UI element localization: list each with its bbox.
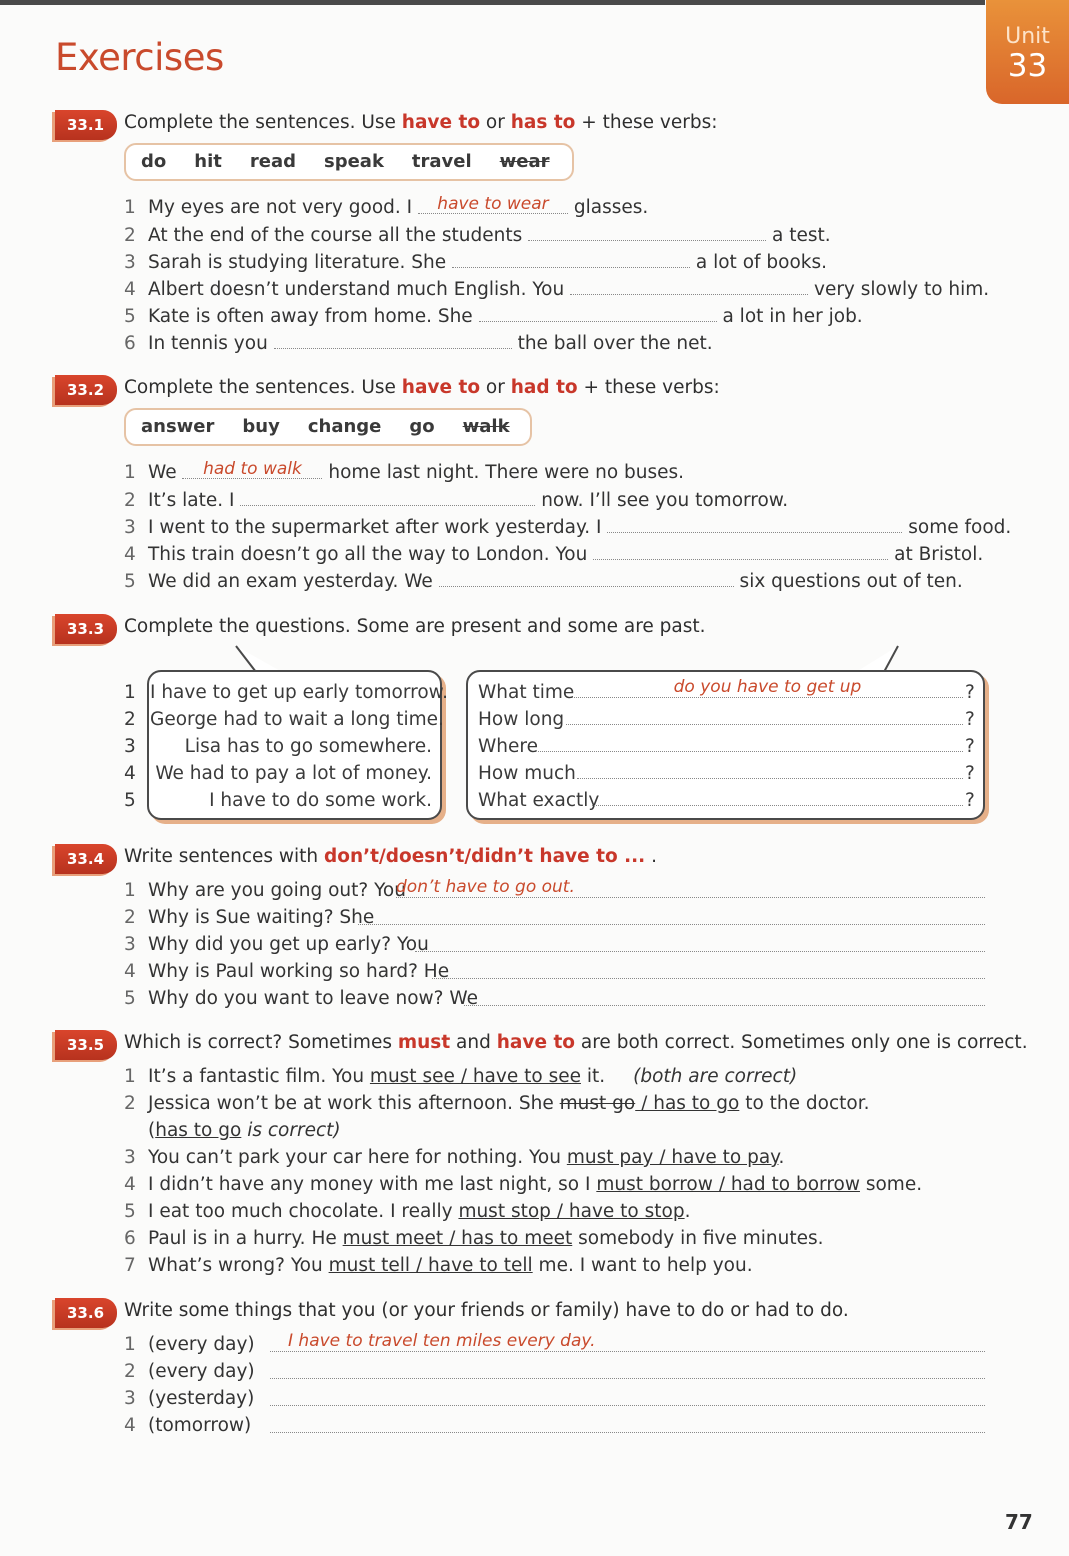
- struck-option: must go: [559, 1093, 636, 1114]
- answer-blank[interactable]: [479, 304, 717, 322]
- list-item: 3 Sarah is studying literature. She a lot of books.: [124, 252, 828, 273]
- exercise-badge-33-1: 33.1: [55, 110, 117, 140]
- question-mark: ?: [965, 736, 975, 757]
- question-mark: ?: [965, 682, 975, 703]
- list-item: 4 (tomorrow): [124, 1415, 252, 1436]
- unit-tab: [986, 0, 1069, 104]
- answer-blank[interactable]: [415, 934, 985, 952]
- verb-word: travel: [411, 151, 472, 172]
- answer-blank[interactable]: don’t have to go out.: [396, 880, 985, 898]
- list-item: 1 My eyes are not very good. I have to wear glasses.: [124, 194, 649, 218]
- top-rule: [0, 0, 985, 5]
- list-item: 4 Albert doesn’t understand much English. You very slowly to him.: [124, 279, 990, 300]
- list-item: 2 Jessica won’t be at work this afternoon. She must go / has to go to the doctor.: [124, 1093, 870, 1114]
- statement-text: I have to do some work.: [209, 790, 432, 811]
- answer-blank[interactable]: [274, 331, 512, 349]
- answer-blank[interactable]: had to walk: [182, 461, 322, 479]
- item-number: 5: [124, 790, 136, 811]
- verb-word: buy: [242, 416, 280, 437]
- item-number: 4: [124, 763, 136, 784]
- exercise-instruction-33-3: Complete the questions. Some are present and some are past.: [124, 616, 706, 637]
- statement-text: Lisa has to go somewhere.: [184, 736, 432, 757]
- list-item: 2 (every day): [124, 1361, 255, 1382]
- question-line: What time: [478, 682, 575, 703]
- verb-word-used: walk: [462, 416, 510, 437]
- verb-word: answer: [141, 416, 215, 437]
- item-number: 3: [124, 736, 136, 757]
- list-item: 1 It’s a fantastic film. You must see / have to see it. (both are correct): [124, 1066, 798, 1087]
- verb-word: speak: [323, 151, 384, 172]
- question-mark: ?: [965, 790, 975, 811]
- verb-word-used: wear: [499, 151, 550, 172]
- list-item: 2 At the end of the course all the students a test.: [124, 225, 831, 246]
- list-item: 5 We did an exam yesterday. We six questions out of ten.: [124, 571, 963, 592]
- exercise-instruction-33-5: Which is correct? Sometimes must and have to are both correct. Sometimes only one is correct.: [124, 1032, 1028, 1053]
- answer-blank[interactable]: [439, 569, 734, 587]
- verb-word: do: [141, 151, 167, 172]
- verb-word: change: [307, 416, 382, 437]
- answer-blank[interactable]: [570, 277, 808, 295]
- statement-text: I have to get up early tomorrow.: [150, 682, 448, 703]
- answer-blank[interactable]: [270, 1415, 985, 1433]
- list-item: 2 Why is Sue waiting? She: [124, 907, 375, 928]
- list-item: 5 I eat too much chocolate. I really must stop / have to stop.: [124, 1201, 691, 1222]
- question-line: What exactly: [478, 790, 600, 811]
- answer-blank[interactable]: I have to travel ten miles every day.: [270, 1334, 985, 1352]
- unit-label: Unit: [1005, 24, 1050, 49]
- answer-blank[interactable]: [358, 907, 985, 925]
- answer-blank[interactable]: [538, 734, 963, 752]
- list-item: 7 What’s wrong? You must tell / have to tell me. I want to help you.: [124, 1255, 753, 1276]
- choice-options[interactable]: must meet / has to meet: [342, 1228, 573, 1249]
- answer-blank[interactable]: [270, 1361, 985, 1379]
- list-item: 6 Paul is in a hurry. He must meet / has to meet somebody in five minutes.: [124, 1228, 824, 1249]
- answer-blank[interactable]: [566, 707, 963, 725]
- answer-blank[interactable]: [593, 542, 888, 560]
- question-line: How long: [478, 709, 565, 730]
- list-item: 4 Why is Paul working so hard? He: [124, 961, 450, 982]
- answer-blank[interactable]: have to wear: [418, 196, 568, 214]
- exercise-instruction-33-2: Complete the sentences. Use have to or had to + these verbs:: [124, 377, 720, 398]
- answer-blank[interactable]: do you have to get up: [572, 680, 963, 698]
- question-line: How much: [478, 763, 576, 784]
- answer-blank[interactable]: [464, 988, 985, 1006]
- list-item: 2 It’s late. I now. I’ll see you tomorrow.: [124, 490, 789, 511]
- choice-options[interactable]: must see / have to see: [369, 1066, 581, 1087]
- item-number: 1: [124, 682, 136, 703]
- verb-word: hit: [194, 151, 222, 172]
- list-item: 5 Why do you want to leave now? We: [124, 988, 478, 1009]
- exercise-badge-33-5: 33.5: [55, 1030, 117, 1060]
- exercise-instruction-33-6: Write some things that you (or your friends or family) have to do or had to do.: [124, 1300, 849, 1321]
- list-item: 3 I went to the supermarket after work yesterday. I some food.: [124, 517, 1012, 538]
- answer-blank[interactable]: [528, 223, 766, 241]
- list-item: 3 You can’t park your car here for nothing. You must pay / have to pay.: [124, 1147, 785, 1168]
- list-item: 4 This train doesn’t go all the way to London. You at Bristol.: [124, 544, 984, 565]
- question-mark: ?: [965, 763, 975, 784]
- question-mark: ?: [965, 709, 975, 730]
- unit-number: 33: [1007, 48, 1048, 84]
- exercise-instruction-33-4: Write sentences with don’t/doesn’t/didn’t have to ... .: [124, 846, 657, 867]
- answer-blank[interactable]: [607, 515, 902, 533]
- verb-word: go: [409, 416, 435, 437]
- list-item: 3 Why did you get up early? You: [124, 934, 429, 955]
- exercise-badge-33-6: 33.6: [55, 1298, 117, 1328]
- list-item: 4 I didn’t have any money with me last night, so I must borrow / had to borrow some.: [124, 1174, 923, 1195]
- list-item: 1 Why are you going out? You: [124, 880, 406, 901]
- page-number: 77: [1005, 1510, 1033, 1534]
- answer-blank[interactable]: [577, 761, 963, 779]
- list-item: 5 Kate is often away from home. She a lot in her job.: [124, 306, 863, 327]
- answer-blank[interactable]: [592, 788, 963, 806]
- answer-blank[interactable]: [240, 488, 535, 506]
- verb-word: read: [249, 151, 296, 172]
- exercise-instruction-33-1: Complete the sentences. Use have to or has to + these verbs:: [124, 112, 718, 133]
- answer-blank[interactable]: [432, 961, 985, 979]
- choice-options[interactable]: must borrow / had to borrow: [596, 1174, 860, 1195]
- choice-options[interactable]: must pay / have to pay: [566, 1147, 779, 1168]
- verb-box-33-1: [124, 143, 574, 181]
- exercise-badge-33-2: 33.2: [55, 375, 117, 405]
- list-item: 1 We had to walk home last night. There were no buses.: [124, 459, 685, 483]
- choice-options[interactable]: / has to go: [635, 1093, 740, 1114]
- choice-options[interactable]: must tell / have to tell: [328, 1255, 533, 1276]
- statement-text: We had to pay a lot of money.: [155, 763, 432, 784]
- choice-options[interactable]: must stop / have to stop: [458, 1201, 685, 1222]
- question-line: Where: [478, 736, 538, 757]
- list-item: 6 In tennis you the ball over the net.: [124, 333, 713, 354]
- verb-box-33-2: [124, 408, 532, 446]
- exercise-badge-33-4: 33.4: [55, 844, 117, 874]
- statement-text: George had to wait a long time.: [150, 709, 444, 730]
- answer-blank[interactable]: [270, 1388, 985, 1406]
- page-title: Exercises: [55, 36, 224, 79]
- list-item: 3 (yesterday): [124, 1388, 255, 1409]
- answer-blank[interactable]: [452, 250, 690, 268]
- answer-note: (has to go is correct): [148, 1120, 341, 1141]
- item-number: 2: [124, 709, 136, 730]
- exercise-badge-33-3: 33.3: [55, 614, 117, 644]
- list-item: 1 (every day): [124, 1334, 255, 1355]
